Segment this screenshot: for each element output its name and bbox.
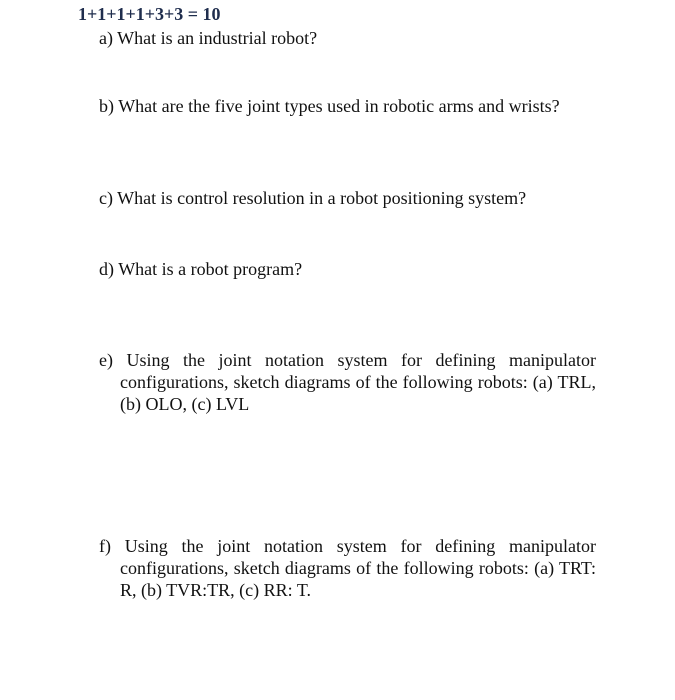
- question-a: [99, 27, 596, 49]
- question-text: What is control resolution in a robot positioning system?: [117, 188, 527, 208]
- question-label: a): [99, 28, 113, 48]
- question-label: c): [99, 188, 113, 208]
- question-text: What are the five joint types used in robotic arms and wrists?: [118, 96, 560, 116]
- question-f: [99, 535, 596, 601]
- question-text: What is a robot program?: [118, 259, 303, 279]
- marks-allocation: 1+1+1+1+3+3 = 10: [78, 4, 221, 24]
- question-label: f): [99, 536, 111, 556]
- question-d: [99, 258, 596, 280]
- question-text: Using the joint notation system for defining manipulator configurations, sketch diagrams of the following robots: (a) TRL, (b) OLO, (c) LVL: [120, 350, 596, 414]
- question-text: Using the joint notation system for defining manipulator configurations, sketch diagrams of the following robots: (a) TRT: R, (b) TVR:TR, (c) RR: T.: [120, 536, 596, 600]
- question-b: [99, 95, 596, 117]
- question-e: [99, 349, 596, 415]
- question-text: What is an industrial robot?: [117, 28, 318, 48]
- question-label: d): [99, 259, 114, 279]
- question-label: e): [99, 350, 113, 370]
- question-label: b): [99, 96, 114, 116]
- question-c: [99, 187, 596, 209]
